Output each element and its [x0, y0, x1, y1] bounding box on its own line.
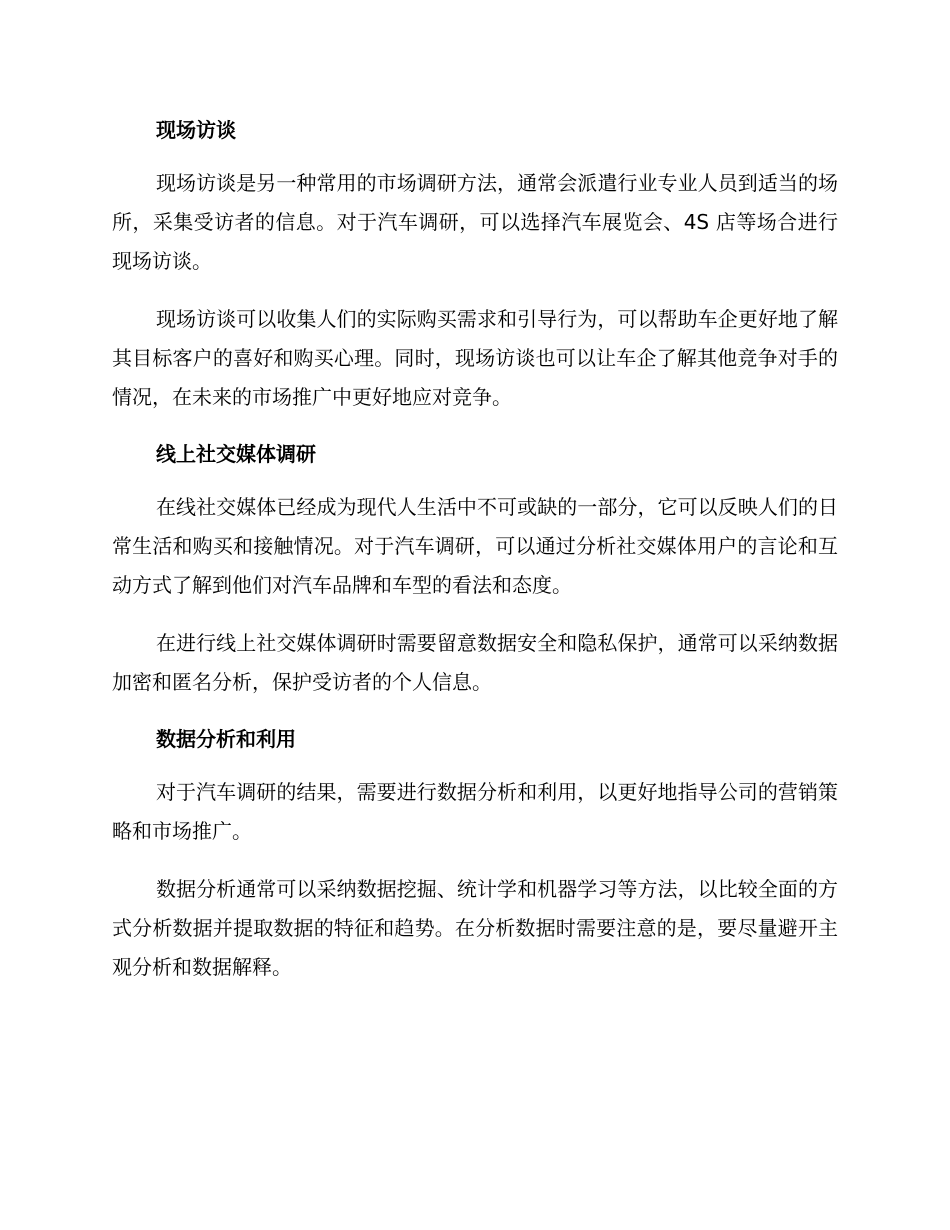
section-social-media-research	[112, 436, 838, 721]
paragraph: 在进行线上社交媒体调研时需要留意数据安全和隐私保护，通常可以采纳数据加密和匿名分析，保护受访者的个人信息。	[112, 631, 838, 694]
section-heading: 数据分析和利用	[156, 727, 296, 751]
paragraph: 现场访谈可以收集人们的实际购买需求和引导行为，可以帮助车企更好地了解其目标客户的喜好和购买心理。同时，现场访谈也可以让车企了解其他竞争对手的情况，在未来的市场推广中更好地应对竞争。	[112, 307, 838, 409]
section-onsite-interview	[112, 112, 838, 436]
paragraph: 在线社交媒体已经成为现代人生活中不可或缺的一部分，它可以反映人们的日常生活和购买和接触情况。对于汽车调研，可以通过分析社交媒体用户的言论和互动方式了解到他们对汽车品牌和车型的看法和态度。	[112, 495, 838, 597]
paragraph: 数据分析通常可以采纳数据挖掘、统计学和机器学习等方法，以比较全面的方式分析数据并提取数据的特征和趋势。在分析数据时需要注意的是，要尽量避开主观分析和数据解释。	[112, 877, 838, 979]
paragraph: 现场访谈是另一种常用的市场调研方法，通常会派遣行业专业人员到适当的场所，采集受访者的信息。对于汽车调研，可以选择汽车展览会、4S 店等场合进行现场访谈。	[112, 171, 838, 273]
section-heading: 线上社交媒体调研	[156, 442, 316, 466]
paragraph: 对于汽车调研的结果，需要进行数据分析和利用，以更好地指导公司的营销策略和市场推广。	[112, 780, 838, 843]
section-heading: 现场访谈	[156, 118, 236, 142]
document-page	[112, 112, 838, 987]
section-data-analysis	[112, 721, 838, 987]
